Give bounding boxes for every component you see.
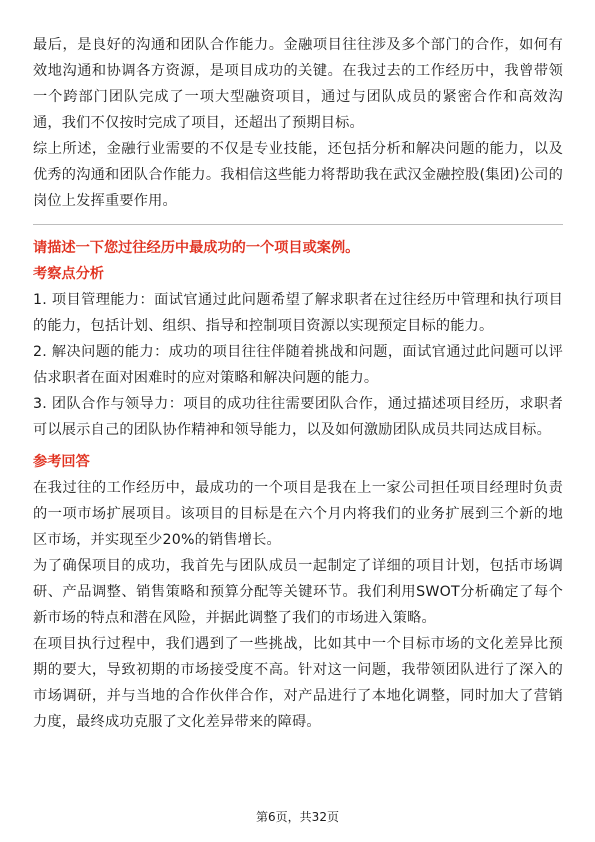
analysis-heading: 考察点分析: [33, 266, 104, 282]
analysis-item: 2. 解决问题的能力：成功的项目往往伴随着挑战和问题，面试官通过此问题可以评估求职者在面对困难时的应对策略和解决问题的能力。: [33, 344, 563, 386]
answer-paragraph: 在项目执行过程中，我们遇到了一些挑战，比如其中一个目标市场的文化差异比预期的要大，导致初期的市场接受度不高。针对这一问题，我带领团队进行了深入的市场调研，并与当地的合作伙伴合作，对产品进行了本地化调整，同时加大了营销力度，最终成功克服了文化差异带来的障碍。: [33, 636, 563, 730]
analysis-item: 3. 团队合作与领导力：项目的成功往往需要团队合作，通过描述项目经历，求职者可以展示自己的团队协作精神和领导能力，以及如何激励团队成员共同达成目标。: [33, 396, 563, 438]
analysis-item: 1. 项目管理能力：面试官通过此问题希望了解求职者在过往经历中管理和执行项目的能力，包括计划、组织、指导和控制项目资源以实现预定目标的能力。: [33, 292, 563, 334]
intro-paragraph: 综上所述，金融行业需要的不仅是专业技能，还包括分析和解决问题的能力，以及优秀的沟通和团队合作能力。我相信这些能力将帮助我在武汉金融控股(集团)公司的岗位上发挥重要作用。: [33, 141, 563, 209]
section-divider: [33, 224, 563, 225]
question-title: 请描述一下您过往经历中最成功的一个项目或案例。: [33, 240, 360, 256]
answer-paragraph: 为了确保项目的成功，我首先与团队成员一起制定了详细的项目计划，包括市场调研、产品调整、销售策略和预算分配等关键环节。我们利用SWOT分析确定了每个新市场的特点和潜在风险，并据此调整了我们的市场进入策略。: [33, 558, 563, 626]
intro-paragraph: 最后，是良好的沟通和团队合作能力。金融项目往往涉及多个部门的合作，如何有效地沟通和协调各方资源，是项目成功的关键。在我过去的工作经历中，我曾带领一个跨部门团队完成了一项大型融资项目，通过与团队成员的紧密合作和高效沟通，我们不仅按时完成了项目，还超出了预期目标。: [33, 37, 563, 131]
document-page: [33, 32, 563, 735]
answer-paragraph: 在我过往的工作经历中，最成功的一个项目是我在上一家公司担任项目经理时负责的一项市场扩展项目。该项目的目标是在六个月内将我们的业务扩展到三个新的地区市场，并实现至少20%的销售增长。: [33, 480, 563, 548]
page-indicator: 第6页，共32页: [256, 810, 339, 824]
answer-heading: 参考回答: [33, 454, 90, 470]
